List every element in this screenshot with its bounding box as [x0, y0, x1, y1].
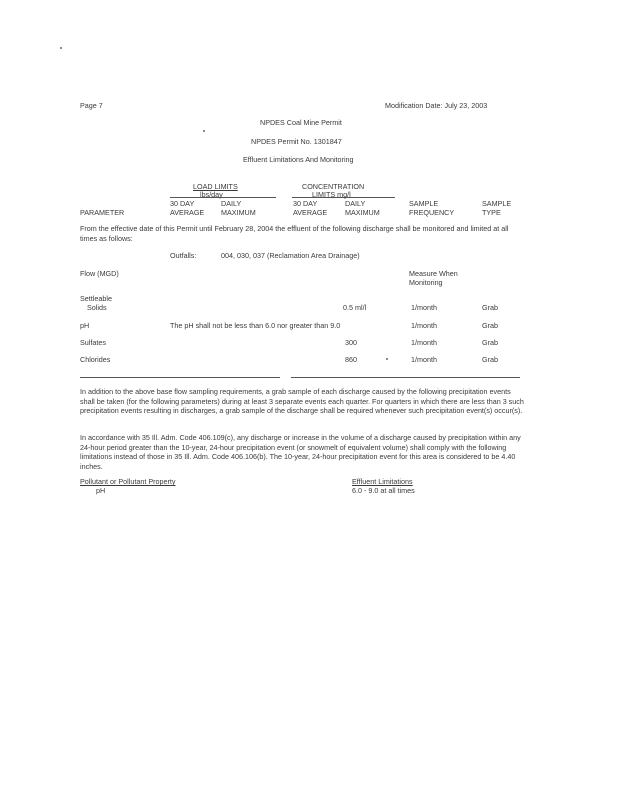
ph-note: The pH shall not be less than 6.0 nor greater than 9.0 [170, 321, 341, 330]
load-limits-unit: lbs/day [200, 190, 223, 199]
flow-frequency-1: Measure When [409, 269, 458, 278]
load-limits-heading: LOAD LIMITS [193, 182, 238, 191]
chlorides-label: Chlorides [80, 355, 111, 364]
sulfates-frequency: 1/month [411, 338, 437, 347]
intro-paragraph: From the effective date of this Permit until February 28, 2004 the effluent of the following discharge shall be monitored and limited at all times as follows: [80, 224, 509, 243]
col-30day-2: 30 DAY [293, 199, 318, 208]
col-parameter: PARAMETER [80, 208, 125, 217]
col-frequency: FREQUENCY [409, 208, 455, 217]
pollutant-value: pH [96, 486, 106, 495]
col-maximum-1: MAXIMUM [221, 208, 256, 217]
load-limits-rule [170, 197, 276, 198]
concentration-rule [292, 197, 395, 198]
col-average-2: AVERAGE [293, 208, 328, 217]
col-maximum-2: MAXIMUM [345, 208, 380, 217]
sulfates-label: Sulfates [80, 338, 106, 347]
title-effluent-limitations: Effluent Limitations And Monitoring [243, 155, 354, 164]
title-permit: NPDES Coal Mine Permit [260, 118, 342, 127]
sulfates-daily-max: 300 [345, 338, 357, 347]
scan-speck [203, 130, 205, 132]
precipitation-paragraph: In addition to the above base flow sampling requirements, a grab sample of each discharge caused by the following precipitation events shall be taken (for the following parameters) during at least 3 separate events each quarter. For quarters in which there are less than 3 such precipitation events resulting in discharges, a grab sample of the discharge shall be required whenever such precipitation event(s) occur(s). [80, 387, 524, 416]
pollutant-heading: Pollutant or Pollutant Property [80, 477, 176, 486]
scan-speck [386, 358, 388, 360]
settleable-type: Grab [482, 303, 498, 312]
regulation-paragraph: In accordance with 35 Ill. Adm. Code 406.109(c), any discharge or increase in the volume of a discharge caused by precipitation within any 24-hour period greater than the 10-year, 24-hour precipitation event (or snowmelt of equivalent volume) shall comply with the following limitations instead of those in 35 Ill. Adm. Code 406.106(b). The 10-year, 24-hour precipitation event for this area is considered to be 4.40 inches. [80, 433, 521, 471]
settleable-frequency: 1/month [411, 303, 437, 312]
effluent-heading: Effluent Limitations [352, 477, 413, 486]
separator-left [80, 377, 280, 378]
ph-label: pH [80, 321, 90, 330]
settleable-daily-max: 0.5 ml/l [343, 303, 367, 312]
col-sample-1: SAMPLE [409, 199, 439, 208]
separator-right [291, 377, 520, 378]
outfalls-label: Outfalls: [170, 251, 197, 260]
effluent-value: 6.0 - 9.0 at all times [352, 486, 415, 495]
outfalls-value: 004, 030, 037 (Reclamation Area Drainage) [221, 251, 360, 260]
ph-frequency: 1/month [411, 321, 437, 330]
col-daily-2: DAILY [345, 199, 366, 208]
settleable-label-2: Solids [87, 303, 107, 312]
settleable-label-1: Settleable [80, 294, 112, 303]
chlorides-daily-max: 860 [345, 355, 357, 364]
concentration-heading: CONCENTRATION [302, 182, 365, 191]
sulfates-type: Grab [482, 338, 498, 347]
flow-frequency-2: Monitoring [409, 278, 443, 287]
ph-type: Grab [482, 321, 498, 330]
col-type: TYPE [482, 208, 501, 217]
col-sample-2: SAMPLE [482, 199, 512, 208]
col-average-1: AVERAGE [170, 208, 205, 217]
concentration-unit: LIMITS mg/l [312, 190, 351, 199]
modification-date: Modification Date: July 23, 2003 [385, 101, 488, 110]
page-number: Page 7 [80, 101, 103, 110]
col-30day-1: 30 DAY [170, 199, 195, 208]
chlorides-frequency: 1/month [411, 355, 437, 364]
col-daily-1: DAILY [221, 199, 242, 208]
title-permit-number: NPDES Permit No. 1301847 [251, 137, 342, 146]
flow-label: Flow (MGD) [80, 269, 119, 278]
scan-speck [60, 47, 62, 49]
chlorides-type: Grab [482, 355, 498, 364]
